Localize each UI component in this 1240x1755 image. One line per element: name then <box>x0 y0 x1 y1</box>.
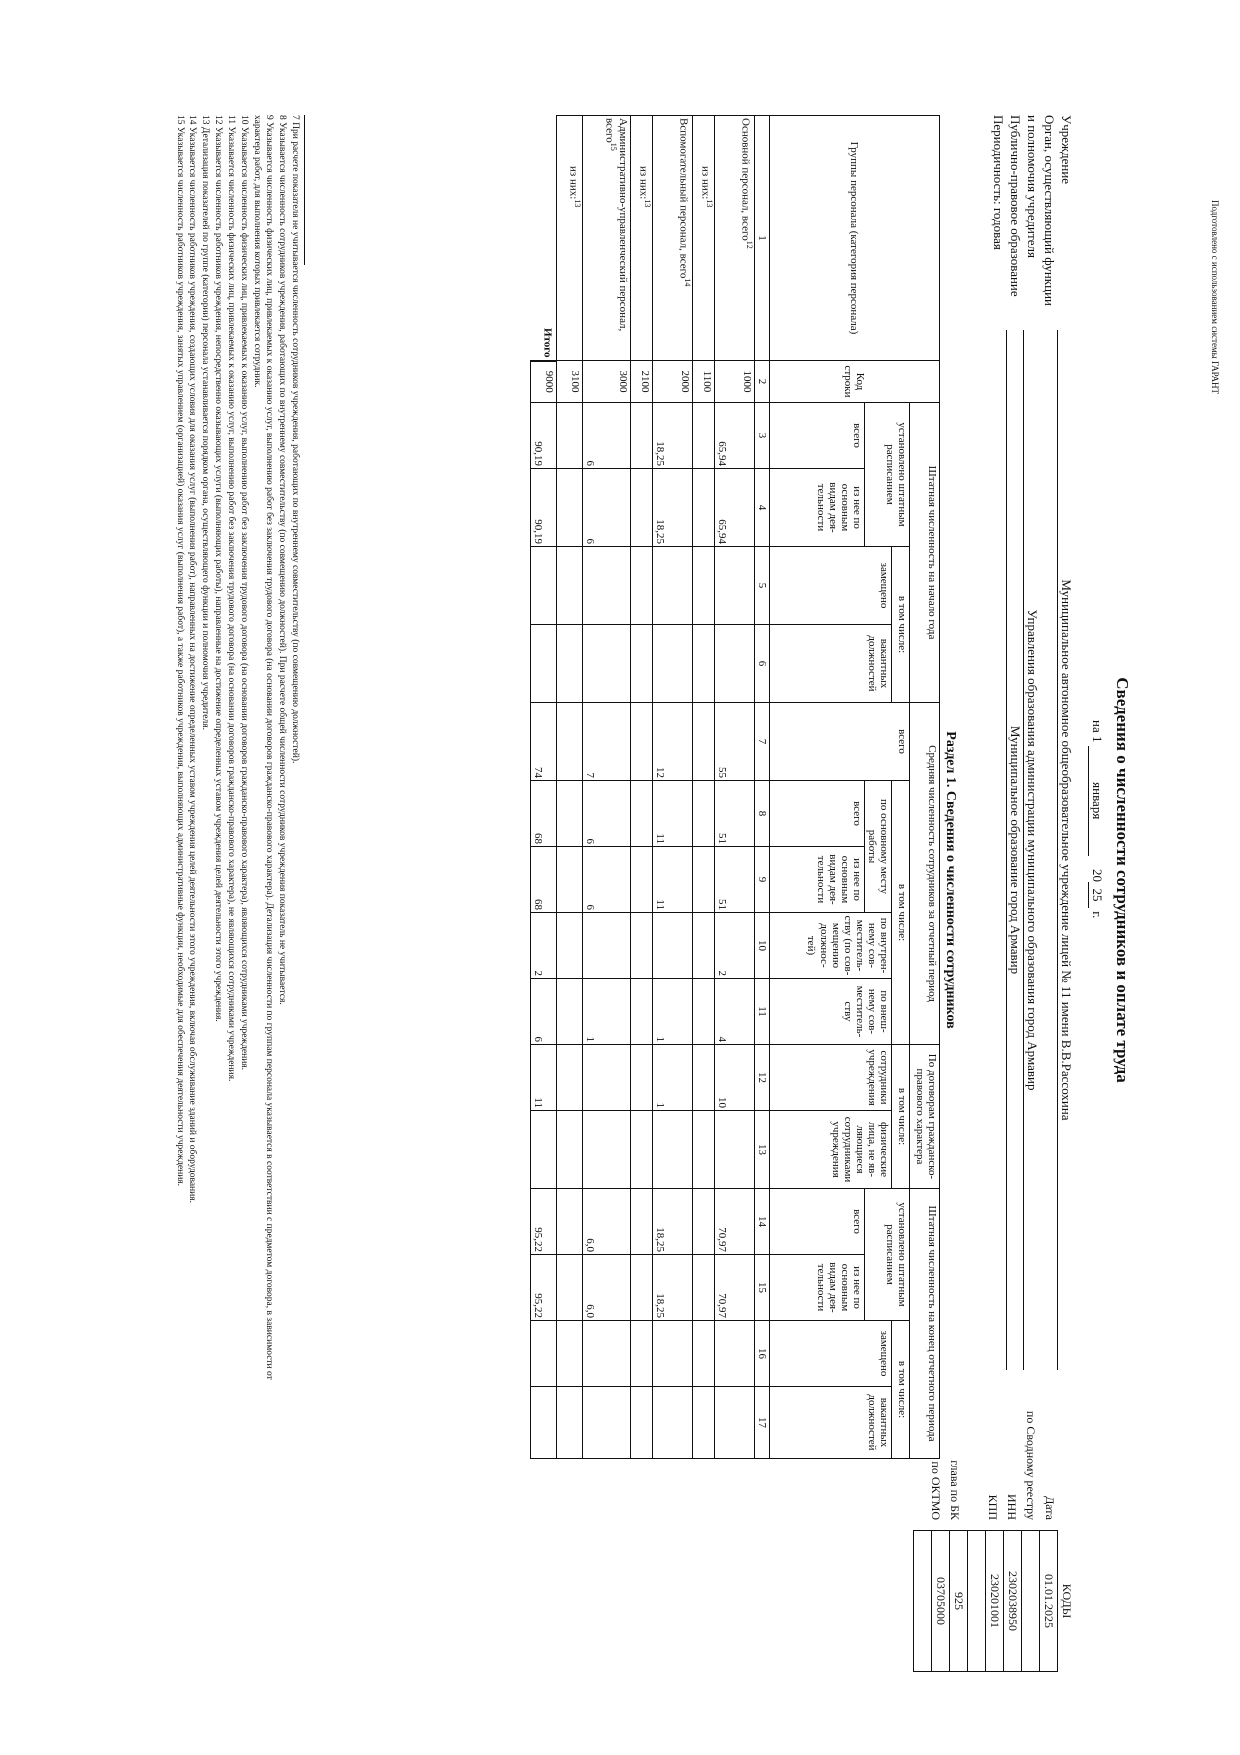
row-name-cell <box>556 116 582 361</box>
row-name: из них: <box>699 166 712 200</box>
footnote: 10 Указывается численность физических лиц, привлекаемых к оказанию услуг, выполнению работ без заключения трудового договора (на основании договоров гражданско-правового характера), являющихся сотрудниками учреждения. <box>238 115 249 1071</box>
footnote: 15 Указывается численность работников учреждения, занятых управлением (организацией) оказания услуг (выполнения работ), а также работников учреждения, выполняющих административные функции, необходимые для обеспечения деятельности учреждения. <box>174 115 185 1187</box>
column-numbers-row <box>754 116 769 1459</box>
value-cell <box>556 1111 582 1189</box>
row-name-cell <box>714 116 754 361</box>
date-suffix: г. <box>1090 911 1105 919</box>
value-cell: 70,97 <box>714 1189 754 1255</box>
value-cell <box>652 1321 692 1387</box>
h-incl-avg: в том числе: <box>892 781 910 1045</box>
footnotes-list <box>173 115 301 1615</box>
h-avg: Средняя численность сотрудников за отчетный период <box>910 703 940 1045</box>
value-cell <box>692 1111 714 1189</box>
row-code: 1100 <box>692 361 714 403</box>
column-number: 14 <box>754 1189 769 1255</box>
value-cell <box>630 979 652 1045</box>
value-cell: 6 <box>582 469 630 547</box>
column-number: 5 <box>754 547 769 625</box>
footnote: 14 Указывается численность работников учреждения, создающих условия для оказания услуг (выполнения работ), направленных на достижение определенных уставом учреждения целей деятельности этого учреждения, включая обслуживание зданий и оборудования. <box>187 115 198 1203</box>
value-cell <box>714 1387 754 1459</box>
row-footnote-ref: 13 <box>704 199 714 208</box>
h-main-act-start: из нее по основным видам дея-тельности <box>769 469 864 547</box>
column-number: 17 <box>754 1387 769 1459</box>
report-date-line <box>1088 720 1105 918</box>
value-cell <box>692 1321 714 1387</box>
column-number: 13 <box>754 1111 769 1189</box>
row-footnote-ref: 12 <box>744 240 754 249</box>
value-cell <box>582 913 630 979</box>
value-cell <box>530 547 556 625</box>
value-cell: 6,0 <box>582 1255 630 1321</box>
value-cell <box>556 1321 582 1387</box>
row-name-cell <box>530 116 556 361</box>
code-date: 01.01.2025 <box>1040 1531 1058 1672</box>
footnote: 12 Указывается численность работников учреждения, непосредственно оказывающих услуги (выполняющих работы), направленные на достижение определенных уставом учреждения целей деятельности этого учреждения. <box>213 115 224 1022</box>
table-row <box>714 116 754 1459</box>
value-cell <box>630 1387 652 1459</box>
value-cell: 6 <box>582 781 630 847</box>
footnote: 11 Указывается численность физических лиц, привлекаемых к оказанию услуг, выполнению работ без заключения трудового договора (на основании договоров гражданско-правового характера), не являющихся сотрудниками учреждения. <box>225 115 236 1082</box>
institution-label: Учреждение <box>1059 115 1074 185</box>
row-footnote-ref: 15 <box>608 142 618 151</box>
value-cell <box>692 547 714 625</box>
ppo-value: Муниципальное образование город Армавир <box>1006 330 1023 1370</box>
h-vacant-start: вакантных должностей <box>769 625 891 703</box>
value-cell <box>582 1321 630 1387</box>
row-code: 3000 <box>582 361 630 403</box>
value-cell: 6 <box>582 847 630 913</box>
row-code: 2000 <box>652 361 692 403</box>
h-total-start: всего <box>769 403 864 469</box>
value-cell: 90,19 <box>530 469 556 547</box>
value-cell <box>692 847 714 913</box>
value-cell: 1 <box>582 979 630 1045</box>
value-cell <box>692 1045 714 1111</box>
value-cell <box>582 1045 630 1111</box>
value-cell <box>582 625 630 703</box>
value-cell <box>630 547 652 625</box>
row-code: 2100 <box>630 361 652 403</box>
value-cell <box>630 1255 652 1321</box>
value-cell: 11 <box>652 781 692 847</box>
codes-table <box>913 1530 1075 1672</box>
h-individuals: физические лица, не яв-ляющиеся сотрудниками учреждения <box>769 1111 891 1189</box>
value-cell <box>692 1387 714 1459</box>
value-cell: 1 <box>652 979 692 1045</box>
code-oktmo: 03705000 <box>932 1531 950 1672</box>
value-cell: 2 <box>530 913 556 979</box>
code-label-registry: по Сводному реестру <box>1024 1410 1038 1520</box>
value-cell: 1 <box>652 1045 692 1111</box>
value-cell <box>692 469 714 547</box>
codes-header: КОДЫ <box>1060 1583 1074 1619</box>
value-cell: 18,25 <box>652 1189 692 1255</box>
value-cell <box>630 1045 652 1111</box>
value-cell <box>714 1111 754 1189</box>
footnote: 7 При расчете показателя не учитывается численность сотрудников учреждения, работающих по внутреннему совместительству (по совмещению должностей). <box>290 115 300 764</box>
value-cell <box>630 703 652 781</box>
authority-value: Управления образования администрации муниципального образования город Армавир <box>1023 330 1040 1370</box>
code-kpp: 230201001 <box>986 1531 1004 1672</box>
value-cell: 65,94 <box>714 403 754 469</box>
value-cell <box>652 1387 692 1459</box>
value-cell <box>556 1255 582 1321</box>
value-cell <box>692 979 714 1045</box>
ppo-label: Публично-правовое образование <box>1008 115 1023 297</box>
code-label-bk: глава по БК <box>948 1460 962 1520</box>
value-cell <box>630 913 652 979</box>
period-label: Периодичность: годовая <box>991 115 1006 250</box>
row-footnote-ref: 13 <box>572 199 582 208</box>
value-cell <box>652 913 692 979</box>
value-cell <box>652 1111 692 1189</box>
footnote: характера работ, для выполнения которых привлекается сотрудник. <box>251 115 262 388</box>
section-title: Раздел 1. Сведения о численности сотрудников <box>943 731 958 1029</box>
value-cell: 18,25 <box>652 403 692 469</box>
value-cell <box>582 1111 630 1189</box>
footnotes <box>173 115 305 1615</box>
row-footnote-ref: 14 <box>682 278 692 287</box>
value-cell: 4 <box>714 979 754 1045</box>
h-internal: по внутрен-нему сов-меститель-ству (по сов-мещению должнос-тей) <box>769 913 891 979</box>
value-cell: 6 <box>530 979 556 1045</box>
h-established-start: установлено штатным расписанием <box>864 403 909 547</box>
value-cell: 95,22 <box>530 1189 556 1255</box>
h-group: Группы персонала (категория персонала) <box>769 116 939 361</box>
value-cell <box>714 1321 754 1387</box>
h-staff-start: Штатная численность на начало года <box>910 403 940 703</box>
value-cell <box>556 703 582 781</box>
value-cell <box>630 625 652 703</box>
column-number: 7 <box>754 703 769 781</box>
column-number: 1 <box>754 116 769 361</box>
column-number: 15 <box>754 1255 769 1321</box>
value-cell: 10 <box>714 1045 754 1111</box>
code-label-blank <box>962 1400 981 1520</box>
value-cell <box>692 781 714 847</box>
value-cell <box>530 1321 556 1387</box>
staff-table <box>530 115 940 1459</box>
date-year: 25 <box>1088 882 1105 908</box>
authority-label-1: Орган, осуществляющий функции <box>1042 115 1057 306</box>
value-cell <box>556 913 582 979</box>
row-code: 3100 <box>556 361 582 403</box>
value-cell <box>556 1189 582 1255</box>
h-established-end: установлено штатным расписанием <box>864 1189 909 1321</box>
value-cell: 65,94 <box>714 469 754 547</box>
value-cell: 7 <box>582 703 630 781</box>
authority-label-2: и полномочия учредителя <box>1025 115 1040 258</box>
row-name-cell <box>582 116 630 361</box>
value-cell <box>692 625 714 703</box>
footnote: 8 Указывается численность сотрудников учреждения, работающих по внутреннему совместительству (по совмещению должностей). При расчете общей численности сотрудников учреждения показатель не учитывается. <box>277 115 288 1005</box>
row-name-cell <box>630 116 652 361</box>
value-cell <box>692 1255 714 1321</box>
value-cell <box>582 547 630 625</box>
column-number: 4 <box>754 469 769 547</box>
table-row <box>692 116 714 1459</box>
row-name: Итого <box>541 327 554 358</box>
h-total-end: всего <box>769 1189 864 1255</box>
value-cell <box>556 625 582 703</box>
h-main-act-avg: из нее по основным видам дея-тельности <box>769 847 864 913</box>
column-number: 9 <box>754 847 769 913</box>
code-registry <box>1022 1531 1040 1672</box>
value-cell: 12 <box>652 703 692 781</box>
table-row <box>582 116 630 1459</box>
value-cell <box>556 847 582 913</box>
value-cell <box>530 1111 556 1189</box>
column-number: 10 <box>754 913 769 979</box>
h-main-place: по основному месту работы <box>864 781 891 913</box>
value-cell: 55 <box>714 703 754 781</box>
value-cell <box>556 781 582 847</box>
column-number: 11 <box>754 979 769 1045</box>
value-cell <box>556 403 582 469</box>
h-main-act-end: из нее по основным видам дея-тельности <box>769 1255 864 1321</box>
value-cell <box>630 847 652 913</box>
value-cell <box>556 1387 582 1459</box>
column-number: 12 <box>754 1045 769 1111</box>
row-name-cell <box>692 116 714 361</box>
code-label-kpp: КПП <box>986 1494 1000 1520</box>
column-number: 16 <box>754 1321 769 1387</box>
date-year-prefix: 20 <box>1090 868 1105 882</box>
value-cell <box>530 625 556 703</box>
page-title: Сведения о численности сотрудников и оплате труда <box>1113 677 1132 1083</box>
row-name-cell <box>652 116 692 361</box>
code-label-oktmo: по ОКТМО <box>929 1461 943 1520</box>
h-staff-end: Штатная численность на конец отчетного периода <box>910 1189 940 1459</box>
table-row <box>530 116 556 1459</box>
row-name: Административно-управленческий персонал, всего <box>602 118 629 332</box>
value-cell: 6,0 <box>582 1189 630 1255</box>
code-bk: 925 <box>950 1531 968 1672</box>
row-code: 1000 <box>714 361 754 403</box>
value-cell <box>692 913 714 979</box>
value-cell: 6 <box>582 403 630 469</box>
value-cell: 11 <box>530 1045 556 1111</box>
code-blank <box>968 1531 986 1672</box>
row-name: из них: <box>637 166 650 200</box>
value-cell: 51 <box>714 781 754 847</box>
value-cell: 2 <box>714 913 754 979</box>
value-cell <box>530 1387 556 1459</box>
date-month: января <box>1088 746 1105 856</box>
h-gph: По договорам гражданско-правового характера <box>910 1045 940 1189</box>
row-footnote-ref: 13 <box>642 199 652 208</box>
value-cell <box>630 403 652 469</box>
value-cell: 18,25 <box>652 469 692 547</box>
value-cell <box>692 1189 714 1255</box>
value-cell <box>630 781 652 847</box>
code-last <box>914 1531 932 1672</box>
column-number: 6 <box>754 625 769 703</box>
table-row <box>630 116 652 1459</box>
h-employees: сотрудники учреждения <box>769 1045 891 1111</box>
code-label-inn: ИНН <box>1005 1494 1019 1520</box>
value-cell <box>582 1387 630 1459</box>
column-number: 8 <box>754 781 769 847</box>
value-cell <box>556 469 582 547</box>
prepared-by-note: Подготовлено с использованием системы ГАРАНТ <box>1210 200 1220 395</box>
value-cell <box>630 1189 652 1255</box>
footnote: 13 Детализация показателей по группе (категории) персонала устанавливается порядком органа, осуществляющего функции и полномочия учредителя. <box>200 115 211 730</box>
value-cell: 74 <box>530 703 556 781</box>
value-cell <box>652 625 692 703</box>
h-incl-end: в том числе: <box>892 1321 910 1459</box>
value-cell: 11 <box>652 847 692 913</box>
value-cell: 70,97 <box>714 1255 754 1321</box>
row-name: Вспомогательный персонал, всего <box>677 118 690 279</box>
value-cell <box>630 1111 652 1189</box>
institution-value: Муниципальное автономное общеобразовательное учреждение лицей № 11 имени В.В.Рассохина <box>1057 330 1074 1370</box>
value-cell: 90,19 <box>530 403 556 469</box>
column-number: 3 <box>754 403 769 469</box>
table-body <box>530 116 754 1459</box>
row-name: Основной персонал, всего <box>739 118 752 241</box>
h-total-avg-main: всего <box>769 781 864 847</box>
value-cell <box>714 547 754 625</box>
value-cell <box>630 1321 652 1387</box>
h-avg-total: всего <box>769 703 909 781</box>
h-filled-end: замещено <box>769 1321 891 1387</box>
value-cell <box>556 979 582 1045</box>
h-incl-gph: в том числе: <box>892 1045 910 1189</box>
code-inn: 2302038950 <box>1004 1531 1022 1672</box>
column-number: 2 <box>754 361 769 403</box>
h-code: Код строки <box>769 361 939 403</box>
value-cell <box>556 547 582 625</box>
footnote-rule <box>304 115 305 265</box>
h-filled-start: замещено <box>769 547 891 625</box>
value-cell <box>692 703 714 781</box>
codes-labels <box>924 1400 1057 1520</box>
value-cell <box>630 469 652 547</box>
value-cell: 68 <box>530 847 556 913</box>
row-code: 9000 <box>530 361 556 403</box>
h-incl-start: в том числе: <box>892 547 910 703</box>
value-cell: 51 <box>714 847 754 913</box>
value-cell <box>556 1045 582 1111</box>
date-prefix: на 1 <box>1090 720 1105 743</box>
value-cell: 95,22 <box>530 1255 556 1321</box>
code-label-date: Дата <box>1043 1496 1057 1520</box>
table-row <box>652 116 692 1459</box>
h-vacant-end: вакантных должностей <box>769 1387 891 1459</box>
row-name: из них: <box>567 166 580 200</box>
footnote: 9 Указывается численность физических лиц, привлекаемых к оказанию услуг, выполнению работ без заключения трудового договора (на основании договоров гражданско-правового характера). Детализация численности по группам персонала указывается в соответствии с предметом договора, в зависимости от <box>264 115 275 1380</box>
value-cell <box>652 547 692 625</box>
h-external: по внеш-нему сов-меститель-ству <box>769 979 891 1045</box>
value-cell: 68 <box>530 781 556 847</box>
table-row <box>556 116 582 1459</box>
value-cell <box>714 625 754 703</box>
value-cell <box>692 403 714 469</box>
value-cell: 18,25 <box>652 1255 692 1321</box>
